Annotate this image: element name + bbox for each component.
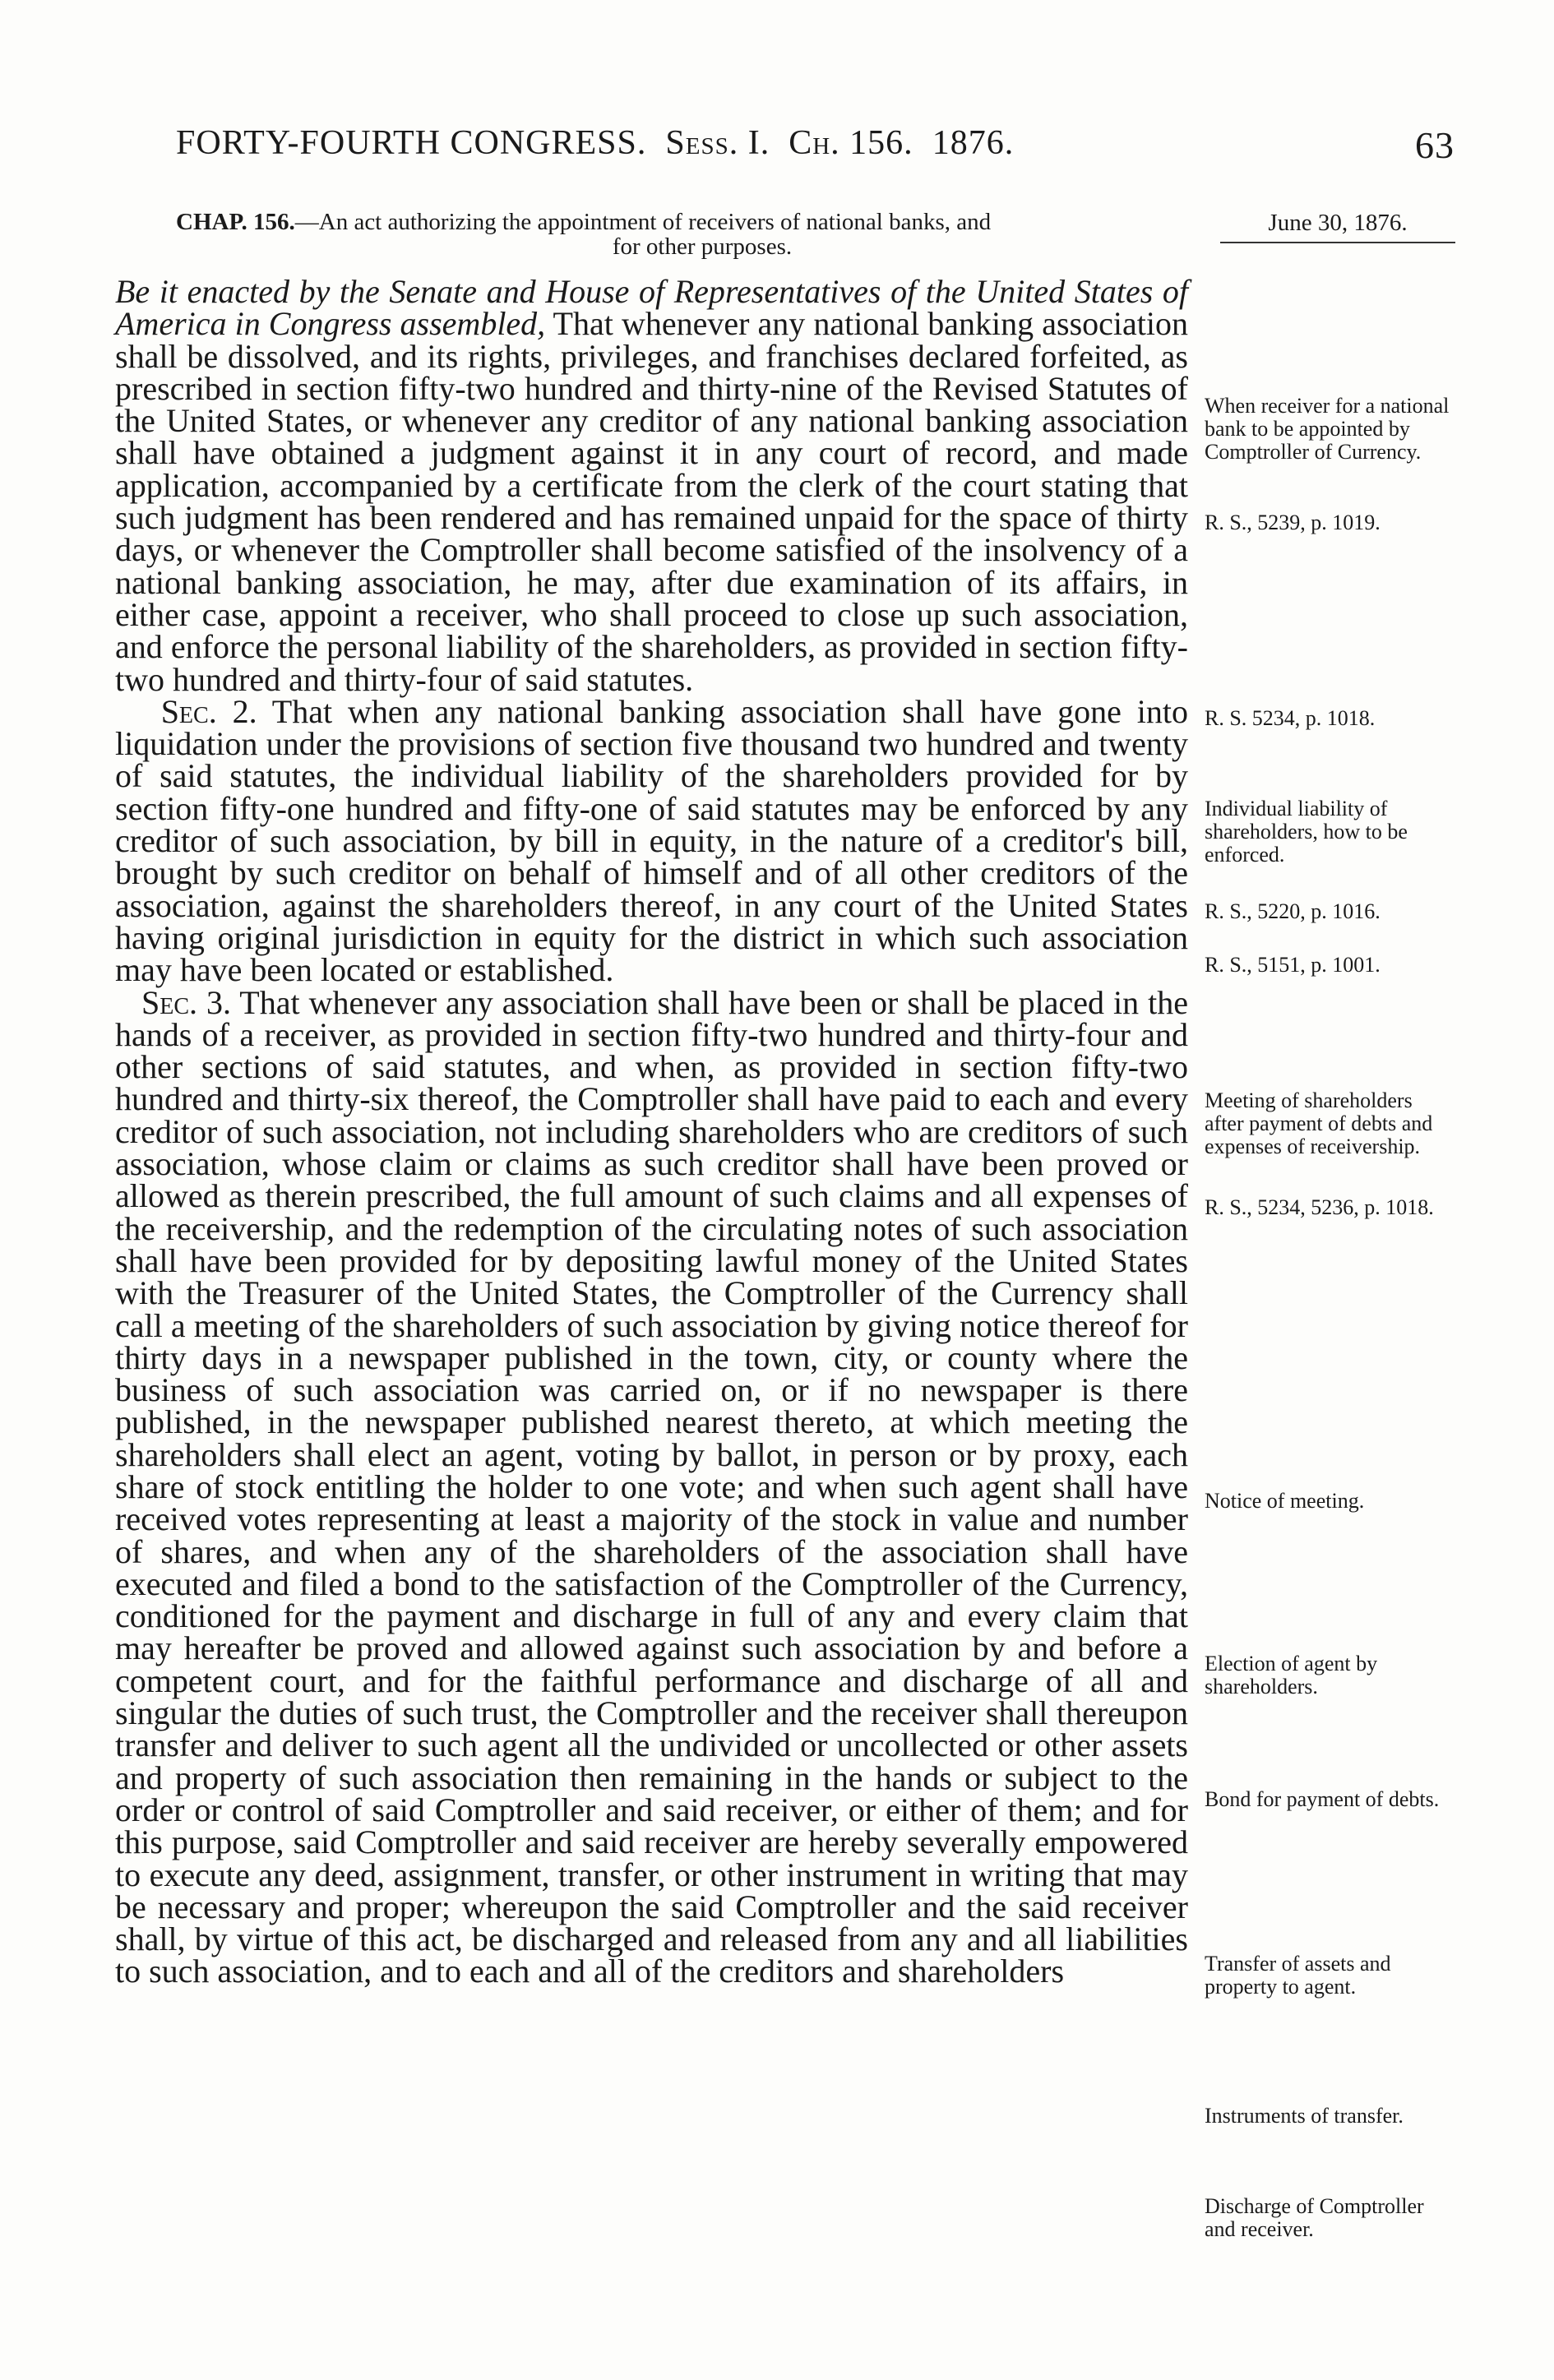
margin-note-bond: Bond for payment of debts.: [1205, 1787, 1440, 1811]
section-2: [115, 692, 1188, 989]
margin-note-discharge: Discharge of Comptroller and receiver.: [1205, 2194, 1424, 2241]
chapter-number: CHAP. 156.: [176, 209, 295, 235]
section-3: [115, 983, 1189, 1990]
margin-note-notice: Notice of meeting.: [1205, 1489, 1365, 1513]
margin-ref-5234-5236: R. S., 5234, 5236, p. 1018.: [1205, 1195, 1434, 1219]
margin-note-election: Election of agent by shareholders.: [1205, 1652, 1378, 1698]
section-2-text: That when any national banking association shall have gone into liquidation under the provisions of section five thousand two hundred and twenty of said statutes, the individual liability of the shareholders provided for by section fifty-one hundred and fifty-one of said statutes may be enforced by any creditor of such association, by bill in equity, in the nature of a creditor's bill, brought by such creditor on behalf of himself and of all other creditors of the association, against the shareholders thereof, in any court of the United States having original jurisdiction in equity for the district in which such association may have been located or established.: [115, 692, 1188, 989]
running-head-text: [176, 123, 1014, 163]
section-3-label: Sec. 3.: [141, 983, 232, 1021]
chapter-title-line1: —An act authorizing the appointment of receivers of national banks, and: [294, 209, 992, 235]
margin-note-instruments: Instruments of transfer.: [1205, 2104, 1404, 2128]
margin-ref-5234: R. S. 5234, p. 1018.: [1205, 706, 1376, 730]
margin-note-meeting: Meeting of shareholders after payment of debts and expenses of receivership.: [1205, 1088, 1433, 1158]
margin-note-receiver: When receiver for a national bank to be appointed by Comptroller of Currency.: [1205, 394, 1450, 464]
enactment-date: June 30, 1876.: [1268, 210, 1408, 236]
margin-note-transfer: Transfer of assets and property to agent.: [1205, 1952, 1391, 1999]
margin-ref-5151: R. S., 5151, p. 1001.: [1205, 953, 1381, 977]
running-header: [176, 123, 1455, 173]
page-number: 63: [1415, 124, 1455, 166]
margin-note-liability: Individual liability of shareholders, how to be enforced.: [1205, 797, 1408, 867]
chapter-title-line2: for other purposes.: [612, 233, 793, 260]
chapter-title: [176, 210, 1294, 259]
session-label: Sess. I.: [665, 124, 770, 162]
margin-ref-5239: R. S., 5239, p. 1019.: [1205, 511, 1381, 534]
section-1-text: That whenever any national banking association shall be dissolved, and its rights, privileges, and franchises declared forfeited, as prescribed in section fifty-two hundred and thirty-nine of the Revised Statutes of the United States, or whenever any creditor of any national banking association shall have obtained a judgment against it in any court of record, and made application, accompanied by a certificate from the clerk of the court stating that such judgment has been rendered and has remained unpaid for the space of thirty days, or whenever the Comptroller shall become satisfied of the insolvency of a national banking association, he may, after due examination of its affairs, in either case, appoint a receiver, who shall proceed to close up such association, and enforce the personal liability of the shareholders, as provided in section fifty-two hundred and thirty-four of said statutes.: [115, 305, 1188, 698]
margin-ref-5220: R. S., 5220, p. 1016.: [1205, 899, 1381, 923]
year-label: 1876.: [932, 124, 1015, 162]
enacting-clause: Be it enacted by the Senate and House of Representatives of the United States of America in Congress assembled,: [115, 273, 1188, 343]
statute-body: [115, 275, 1188, 1988]
section-1: [115, 275, 1188, 696]
congress-label: FORTY-FOURTH CONGRESS.: [176, 124, 647, 162]
section-3-text: That whenever any association shall have been or shall be placed in the hands of a receiver, as provided in section fifty-two hundred and thirty-four and other sections of said statutes, and when, as provided in section fifty-two hundred and thirty-six thereof, the Comptroller shall have paid to each and every creditor of such association, not including shareholders who are creditors of such association, whose claim or claims as such creditor shall have been proved or allowed as therein prescribed, the full amount of such claims and all expenses of the receivership, and the redemption of the circulating notes of such association shall have been provided for by depositing lawful money of the United States with the Treasurer of the United States, the Comptroller of the Currency shall call a meeting of the shareholders of such association by giving notice thereof for thirty days in a newspaper published in the town, city, or county where the business of such association was carried on, or if no newspaper is there published, in the newspaper published nearest thereto, at which meeting the shareholders shall elect an agent, voting by ballot, in person or by proxy, each share of stock entitling the holder to one vote; and when such agent shall have received votes representing at least a majority of the stock in value and number of shares, and when any of the shareholders of the association shall have executed and filed a bond to the satisfaction of the Comptroller of the Currency, conditioned for the payment and discharge in full of any and every claim that may hereafter be proved and allowed against such association by and before a competent court, and for the faithful performance and discharge of all and singular the duties of such trust, the Comptroller and the receiver shall thereupon transfer and deliver to such agent all the undivided or uncollected or other assets and property of such association then remaining in the hands or subject to the order or control of said Comptroller and said receiver, or either of them; and for this purpose, said Comptroller and said receiver are hereby severally empowered to execute any deed, assignment, transfer, or other instrument in writing that may be necessary and proper; whereupon the said Comptroller and the said receiver shall, by virtue of this act, be discharged and released from any and all liabilities to such association, and to each and all of the creditors and shareholders: [115, 983, 1189, 1990]
section-2-label: Sec. 2.: [160, 692, 257, 730]
chapter-label: Ch. 156.: [789, 124, 913, 162]
date-rule: [1220, 242, 1455, 243]
